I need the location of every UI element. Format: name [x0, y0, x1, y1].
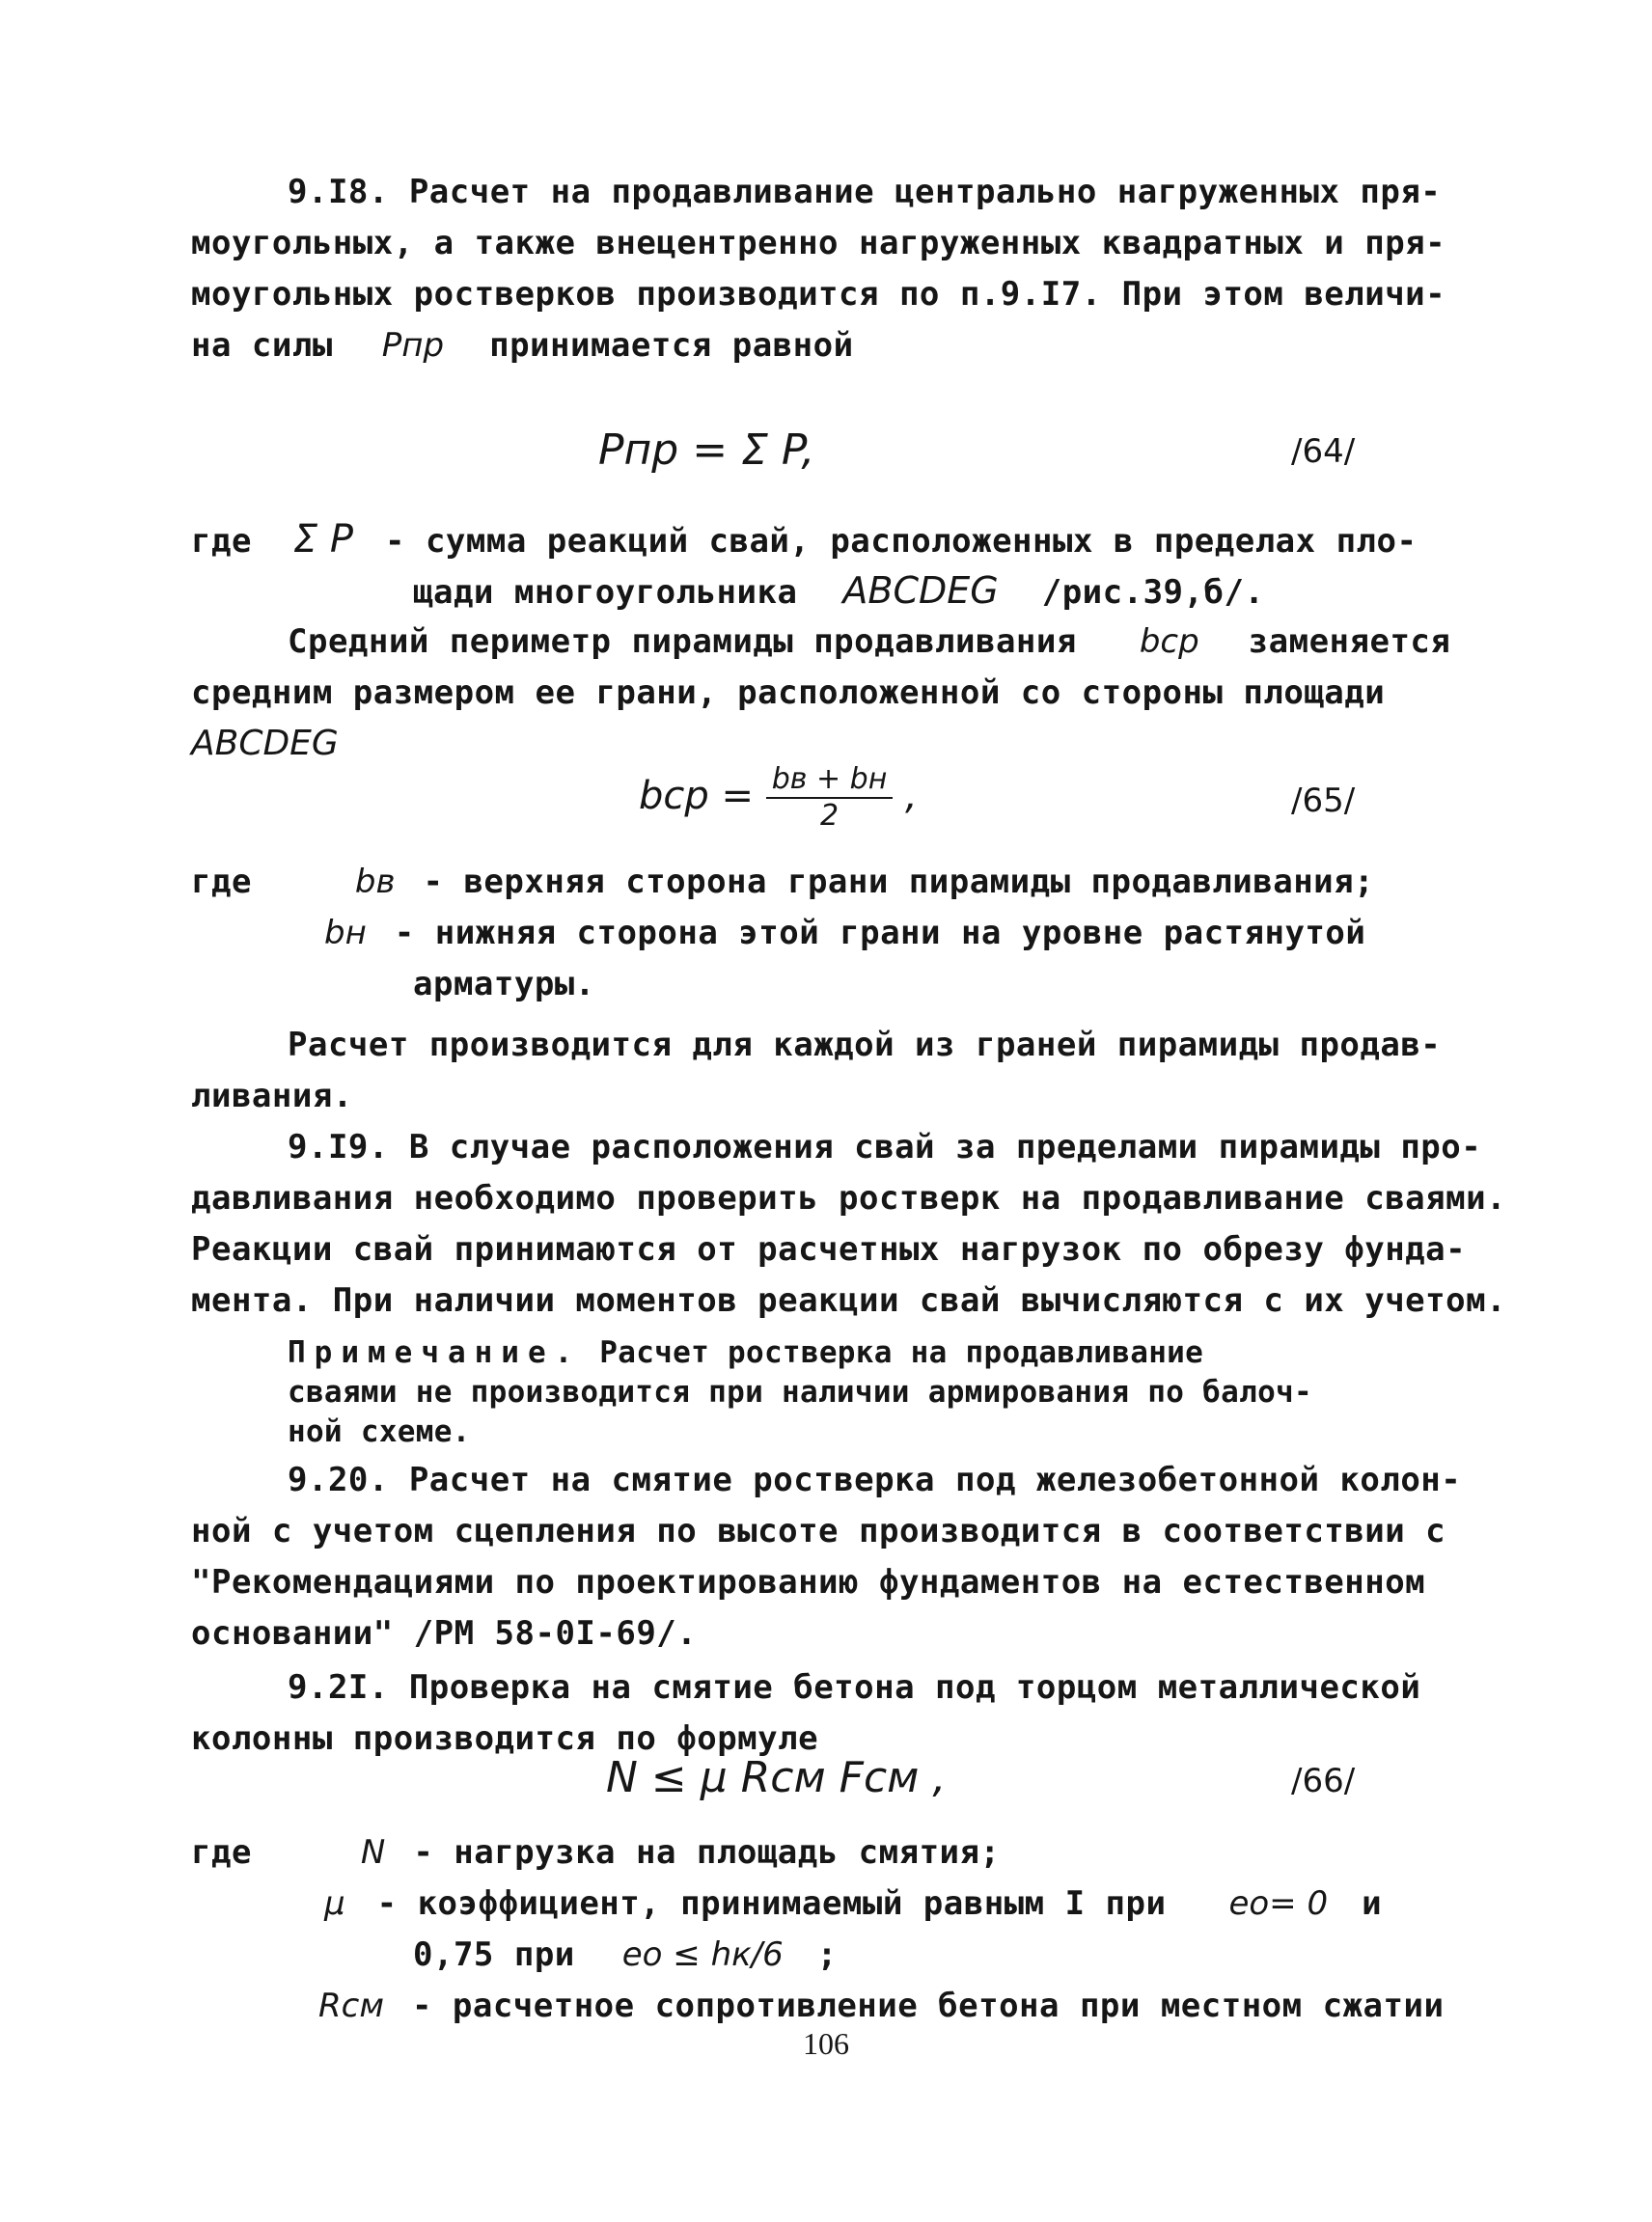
eccentricity-condition: eo ≤ hк/6: [621, 1935, 784, 1974]
calc-line-1: Расчет производится для каждой из граней пирамиды продав-: [288, 1026, 1442, 1064]
perimeter-polygon: ABCDEG: [191, 724, 339, 763]
definition-text: - коэффициент, принимаемый равным I при: [376, 1884, 1167, 1923]
note-line-1: [288, 1334, 1203, 1371]
where-66-line-4: [318, 1986, 1444, 2026]
equation-64: Pпр = Σ P,: [598, 425, 815, 475]
numerator: bв + bн: [766, 762, 894, 799]
note-line-3: ной схеме.: [288, 1414, 471, 1449]
n-symbol: N: [360, 1833, 386, 1872]
para-9-18-line-3: моугольных ростверков производится по п.9.I7. При этом величи-: [191, 275, 1446, 314]
perimeter-line-1: [288, 621, 1450, 662]
figure-ref: /рис.39,б/.: [1041, 573, 1265, 612]
b-top-symbol: bв: [354, 863, 396, 901]
lhs: bср =: [639, 774, 755, 818]
sum-symbol: Σ P: [292, 517, 354, 562]
page-number: 106: [803, 2026, 849, 2061]
where-label: где: [191, 1833, 252, 1872]
mu-symbol: μ: [324, 1884, 345, 1923]
text: и: [1362, 1884, 1383, 1923]
text: Средний периметр пирамиды продавливания: [288, 622, 1077, 661]
where-64-line-2: [413, 570, 1264, 613]
para-9-18-line-4: [191, 325, 854, 366]
text: щади многоугольника: [413, 573, 798, 612]
where-label: где: [191, 863, 252, 901]
where-66-line-2: [324, 1883, 1382, 1924]
where-66-line-1: [191, 1832, 1000, 1873]
equation-66: N ≤ μ Rсм Fсм ,: [606, 1753, 947, 1802]
definition-text: - нагрузка на площадь смятия;: [413, 1833, 1001, 1872]
fraction: [766, 762, 894, 834]
eccentricity-zero: eo= 0: [1228, 1884, 1329, 1923]
where-64-line-1: [191, 519, 1417, 562]
para-9-18-line-1: 9.I8. Расчет на продавливание центрально нагруженных пря-: [288, 173, 1442, 211]
para-9-19-line-1: 9.I9. В случае расположения свай за пределами пирамиды про-: [288, 1128, 1482, 1166]
bcp-symbol: bср: [1139, 622, 1199, 661]
tail: ,: [905, 774, 918, 818]
text: ;: [816, 1935, 838, 1974]
para-9-19-line-3: Реакции свай принимаются от расчетных нагрузок по обрезу фунда-: [191, 1230, 1467, 1269]
definition-text: - расчетное сопротивление бетона при местном сжатии: [411, 1987, 1445, 2025]
note-line-2: сваями не производится при наличии армирования по балоч-: [288, 1375, 1312, 1410]
force-symbol: Pпр: [381, 326, 445, 365]
para-9-20-line-3: "Рекомендациями по проектированию фундаментов на естественном: [191, 1563, 1426, 1602]
text: 0,75 при: [413, 1935, 575, 1974]
perimeter-line-2: средним размером ее грани, расположенной со стороны площади: [191, 673, 1386, 712]
text: на силы: [191, 326, 333, 365]
where-label: где: [191, 522, 252, 561]
where-66-line-3: [413, 1934, 838, 1975]
para-9-19-line-2: давливания необходимо проверить ростверк на продавливание сваями.: [191, 1179, 1507, 1218]
para-9-19-line-4: мента. При наличии моментов реакции свай вычисляются с их учетом.: [191, 1281, 1507, 1320]
equation-number-66: /66/: [1291, 1762, 1356, 1800]
definition-text: - нижняя сторона этой грани на уровне растянутой: [394, 914, 1366, 952]
denominator: 2: [819, 799, 840, 833]
equation-number-65: /65/: [1291, 782, 1356, 820]
b-bottom-symbol: bн: [324, 914, 367, 952]
text: заменяется: [1248, 622, 1451, 661]
para-9-20-line-4: основании" /РМ 58-0I-69/.: [191, 1614, 698, 1653]
polygon-label: ABCDEG: [842, 569, 999, 612]
where-65-line-2: [324, 913, 1365, 953]
r-cm-symbol: Rсм: [318, 1987, 384, 2025]
para-9-20-line-1: 9.20. Расчет на смятие ростверка под железобетонной колон-: [288, 1461, 1462, 1499]
definition-text: - верхняя сторона грани пирамиды продавливания;: [423, 863, 1375, 901]
note-text: Расчет ростверка на продавливание: [599, 1335, 1204, 1370]
where-65-line-3: арматуры.: [413, 965, 595, 1003]
para-9-21-line-1: 9.2I. Проверка на смятие бетона под торцом металлической: [288, 1668, 1421, 1707]
definition-text: - сумма реакций свай, расположенных в пределах пло-: [385, 522, 1418, 561]
para-9-21-line-2: колонны производится по формуле: [191, 1719, 819, 1758]
text: принимается равной: [489, 326, 854, 365]
para-9-20-line-2: ной с учетом сцепления по высоте производится в соответствии с: [191, 1512, 1446, 1550]
calc-line-2: ливания.: [191, 1077, 353, 1115]
note-label: Примечание.: [288, 1335, 582, 1370]
equation-number-64: /64/: [1291, 432, 1356, 471]
equation-65: [639, 762, 918, 834]
para-9-18-line-2: моугольных, а также внецентренно нагруженных квадратных и пря-: [191, 224, 1446, 262]
where-65-line-1: [191, 862, 1374, 902]
